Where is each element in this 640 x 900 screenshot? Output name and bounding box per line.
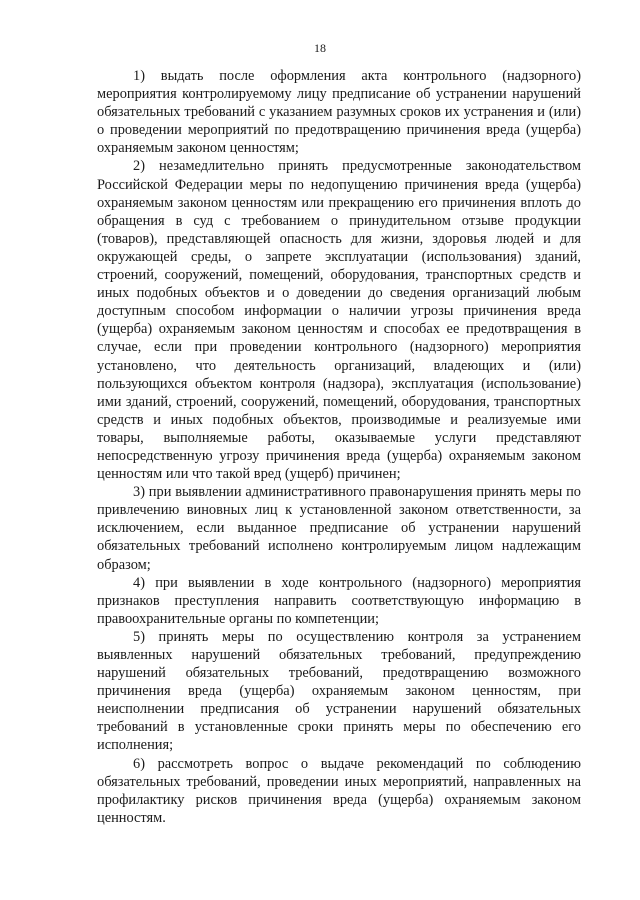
paragraph-item-4: 4) при выявлении в ходе контрольного (надзорного) мероприятия признаков преступления направить соответствующую информацию в правоохранительные органы по компетенции; [97, 574, 581, 627]
paragraph-item-5: 5) принять меры по осуществлению контроля за устранением выявленных нарушений обязательных требований, предупреждению нарушений обязательных требований, предотвращению возможного причинения вреда (ущерба) охраняемым законом ценностям, при неисполнении предписания об устранении нарушений обязательных требований в установленные сроки принять меры по обеспечению его исполнения; [97, 628, 581, 754]
document-body [97, 67, 581, 827]
paragraph-item-3: 3) при выявлении административного правонарушения принять меры по привлечению виновных лиц к установленной законом ответственности, за исключением, если выданное предписание об устранении нарушений обязательных требований исполнено контролируемым лицом надлежащим образом; [97, 484, 581, 573]
paragraph-item-2: 2) незамедлительно принять предусмотренные законодательством Российской Федерации меры по недопущению причинения вреда (ущерба) охраняемым законом ценностям или прекращению его причинения вплоть до обращения в суд с требованием о принудительном отзыве продукции (товаров), представляющей опасность для жизни, здоровья людей и для окружающей среды, о запрете эксплуатации (использования) зданий, строений, сооружений, помещений, оборудования, транспортных средств и иных подобных объектов и о доведении до сведения организаций любым доступным способом информации о наличии угрозы причинения вреда (ущерба) охраняемым законом ценностям и способах ее предотвращения в случае, если при проведении контрольного (надзорного) мероприятия установлено, что деятельность организаций, владеющих и (или) пользующихся объектом контроля (надзора), эксплуатация (использование) ими зданий, строений, сооружений, помещений, оборудования, транспортных средств и иных подобных объектов, производимые и реализуемые ими товары, выполняемые работы, оказываемые услуги представляют непосредственную угрозу причинения вреда (ущерба) охраняемым законом ценностям или что такой вред (ущерб) причинен; [97, 158, 581, 483]
paragraph-item-6: 6) рассмотреть вопрос о выдаче рекомендаций по соблюдению обязательных требований, проведении иных мероприятий, направленных на профилактику рисков причинения вреда (ущерба) охраняемым законом ценностям. [97, 755, 581, 826]
page-number: 18 [314, 41, 326, 55]
paragraph-item-1: 1) выдать после оформления акта контрольного (надзорного) мероприятия контролируемому лицу предписание об устранении нарушений обязательных требований с указанием разумных сроков их устранения и (или) о проведении мероприятий по предотвращению причинения вреда (ущерба) охраняемым законом ценностям; [97, 68, 581, 157]
